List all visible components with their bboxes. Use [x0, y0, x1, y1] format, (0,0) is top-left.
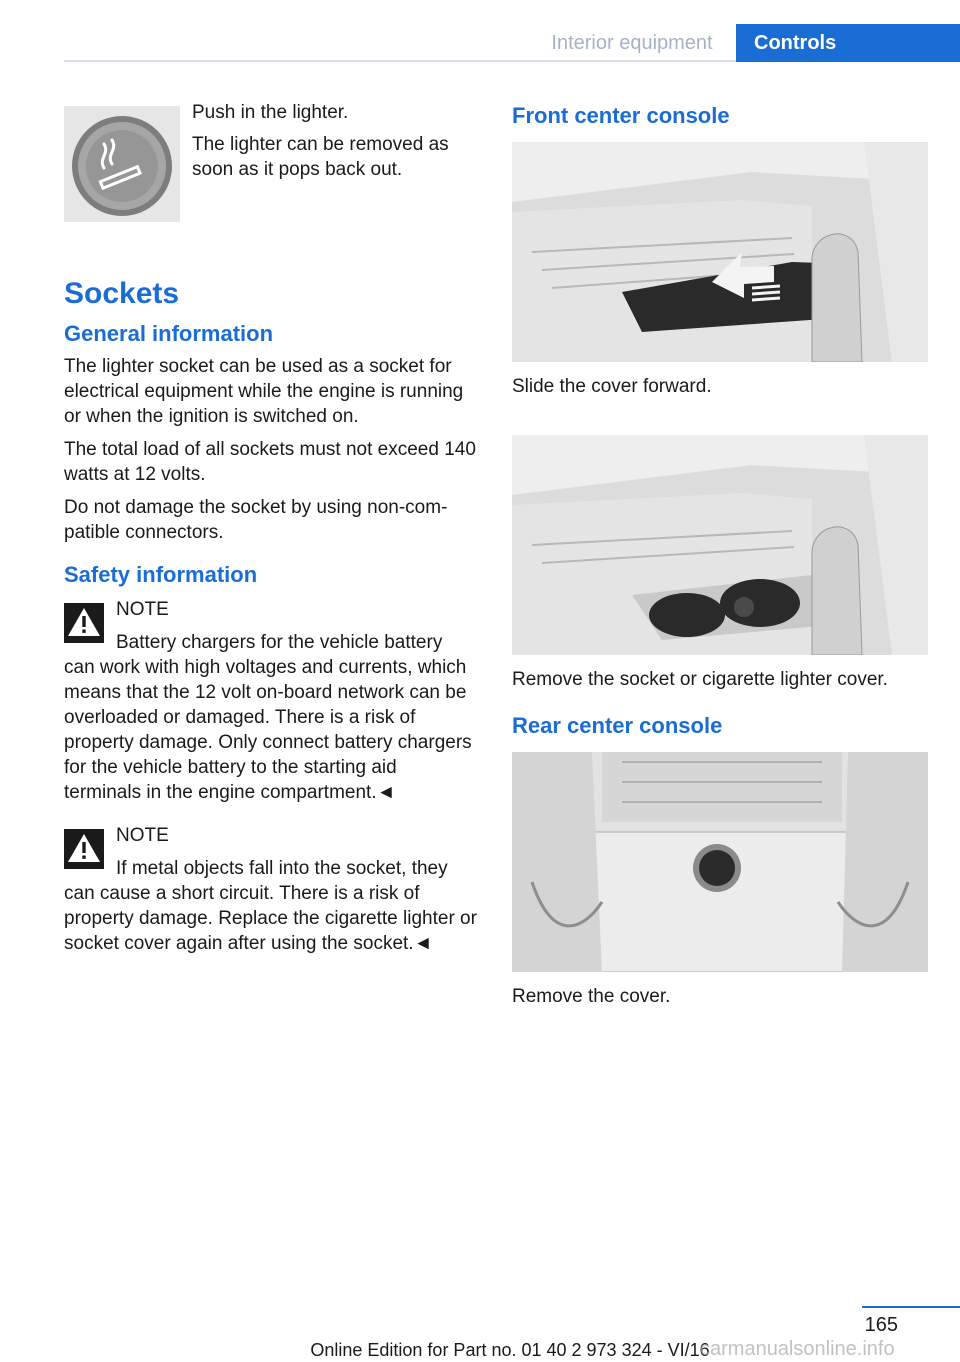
caption-remove-socket-cover: Remove the socket or cigarette lighter cover. — [512, 669, 888, 690]
edition-footer: Online Edition for Part no. 01 40 2 973 324 - VI/16 — [310, 1340, 710, 1360]
rear-center-console-heading: Rear center console — [512, 713, 723, 738]
watermark: carmanualsonline.info — [700, 1338, 895, 1360]
page-number: 165 — [864, 1314, 898, 1336]
lighter-step: Push in the lighter. — [192, 102, 349, 123]
note-metal-objects — [64, 823, 478, 956]
note-first-line: If metal objects fall into the socket, they — [116, 858, 448, 879]
caption-remove-cover: Remove the cover. — [512, 986, 671, 1007]
note-body: can cause a short circuit. There is a risk of property damage. Replace the cigarette lighter or socket cover again after using the socket.◄ — [64, 883, 477, 954]
front-center-console-heading: Front center console — [512, 103, 730, 128]
note-battery-chargers — [64, 597, 478, 805]
right-column — [512, 100, 928, 1029]
safety-information-heading: Safety information — [64, 562, 258, 587]
rear-console-photo — [512, 752, 928, 972]
note-first-line: Battery chargers for the vehicle battery — [116, 632, 443, 653]
warning-icon — [64, 829, 104, 869]
footer-rule — [862, 1306, 960, 1308]
cigarette-lighter-icon — [64, 106, 180, 222]
header-chapter-tab: Controls — [736, 24, 960, 62]
general-paragraph-1: The lighter socket can be used as a socket for electrical equipment while the engine is running or when the ignition is switched on. — [64, 356, 464, 427]
lighter-instruction — [64, 100, 478, 222]
note-body: can work with high voltages and currents, which means that the 12 volt on-board network can be overloaded or damaged. There is a risk of property damage. Only connect battery chargers for the vehicle battery to the starting aid terminals in the engine compartment.◄ — [64, 657, 472, 803]
warning-icon — [64, 603, 104, 643]
caption-slide-cover: Slide the cover forward. — [512, 376, 712, 397]
front-console-cover-photo — [512, 142, 928, 362]
lighter-note: The lighter can be removed as soon as it pops back out. — [192, 134, 449, 180]
header-section-label: Interior equipment — [551, 32, 713, 54]
front-console-socket-photo — [512, 435, 928, 655]
note-title: NOTE — [116, 599, 169, 620]
left-column — [64, 100, 478, 974]
general-paragraph-3: Do not damage the socket by using non-compatible connectors. — [64, 497, 448, 543]
note-title: NOTE — [116, 825, 169, 846]
lighter-text — [192, 100, 478, 222]
sockets-heading: Sockets — [64, 277, 180, 310]
general-paragraph-2: The total load of all sockets must not exceed 140 watts at 12 volts. — [64, 439, 476, 485]
general-information-heading: General information — [64, 321, 274, 346]
